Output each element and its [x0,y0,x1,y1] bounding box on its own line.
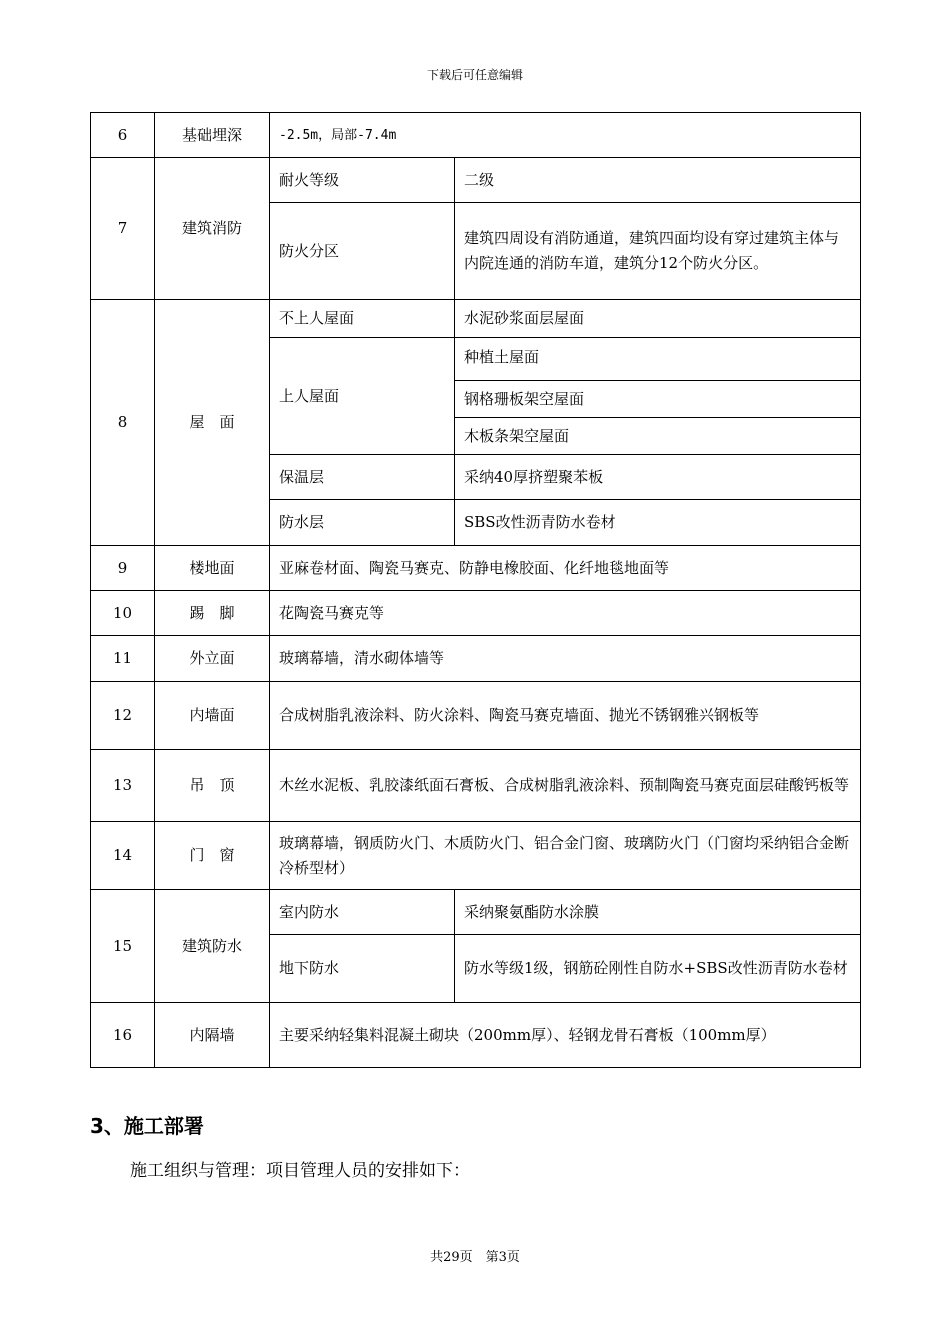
table-row [91,682,861,750]
row-name: 外立面 [155,636,270,682]
table-row [91,1003,861,1068]
sub-value: 水泥砂浆面层屋面 [455,300,861,338]
sub-value: 防水等级1级，钢筋砼刚性自防水+SBS改性沥青防水卷材 [455,935,861,1003]
table-row [91,822,861,890]
section-heading: 3、施工部署 [90,1114,204,1138]
row-number: 8 [91,300,155,546]
row-name: 内墙面 [155,682,270,750]
table-row [91,158,861,203]
table-row [91,750,861,822]
sub-item: 耐火等级 [270,158,455,203]
row-number: 9 [91,546,155,591]
row-number: 6 [91,113,155,158]
sub-item: 保温层 [270,455,455,500]
table-row [91,591,861,636]
row-number: 11 [91,636,155,682]
row-name: 建筑防水 [155,890,270,1003]
row-value: 玻璃幕墙，钢质防火门、木质防火门、铝合金门窗、玻璃防火门（门窗均采纳铝合金断冷桥型材） [270,822,861,890]
row-number: 16 [91,1003,155,1068]
table-row [91,546,861,591]
body-paragraph: 施工组织与管理：项目管理人员的安排如下： [130,1161,470,1181]
table-row [91,113,861,158]
sub-value: 采纳40厚挤塑聚苯板 [455,455,861,500]
row-number: 7 [91,158,155,300]
row-name: 屋 面 [155,300,270,546]
row-value: 主要采纳轻集料混凝土砌块（200mm厚）、轻钢龙骨石膏板（100mm厚） [270,1003,861,1068]
row-name: 基础埋深 [155,113,270,158]
sub-value: 木板条架空屋面 [455,418,861,455]
sub-value: 种植土屋面 [455,338,861,381]
sub-value: 采纳聚氨酯防水涂膜 [455,890,861,935]
page-header: 下载后可任意编辑 [426,68,523,82]
row-value: 花陶瓷马赛克等 [270,591,861,636]
row-value: 玻璃幕墙，清水砌体墙等 [270,636,861,682]
row-name: 楼地面 [155,546,270,591]
row-number: 12 [91,682,155,750]
page-footer: 共29页 第3页 [430,1250,520,1265]
row-number: 14 [91,822,155,890]
sub-value: 二级 [455,158,861,203]
sub-item: 室内防水 [270,890,455,935]
row-number: 15 [91,890,155,1003]
row-value: 合成树脂乳液涂料、防火涂料、陶瓷马赛克墙面、抛光不锈钢雅兴钢板等 [270,682,861,750]
sub-value: 钢格珊板架空屋面 [455,381,861,418]
row-number: 13 [91,750,155,822]
sub-value: SBS改性沥青防水卷材 [455,500,861,546]
sub-value: 建筑四周设有消防通道，建筑四面均设有穿过建筑主体与内院连通的消防车道，建筑分12个防火分区。 [455,203,861,300]
table-row [91,890,861,935]
row-name: 内隔墙 [155,1003,270,1068]
row-number: 10 [91,591,155,636]
sub-item: 地下防水 [270,935,455,1003]
row-value: -2.5m，局部-7.4m [270,113,861,158]
row-name: 吊 顶 [155,750,270,822]
sub-item: 上人屋面 [270,338,455,455]
row-name: 门 窗 [155,822,270,890]
sub-item: 不上人屋面 [270,300,455,338]
row-name: 建筑消防 [155,158,270,300]
table-row [91,300,861,338]
sub-item: 防水层 [270,500,455,546]
table-row [91,636,861,682]
row-name: 踢 脚 [155,591,270,636]
row-value: 亚麻卷材面、陶瓷马赛克、防静电橡胶面、化纤地毯地面等 [270,546,861,591]
row-value: 木丝水泥板、乳胶漆纸面石膏板、合成树脂乳液涂料、预制陶瓷马赛克面层硅酸钙板等 [270,750,861,822]
building-spec-table [90,112,861,1068]
sub-item: 防火分区 [270,203,455,300]
